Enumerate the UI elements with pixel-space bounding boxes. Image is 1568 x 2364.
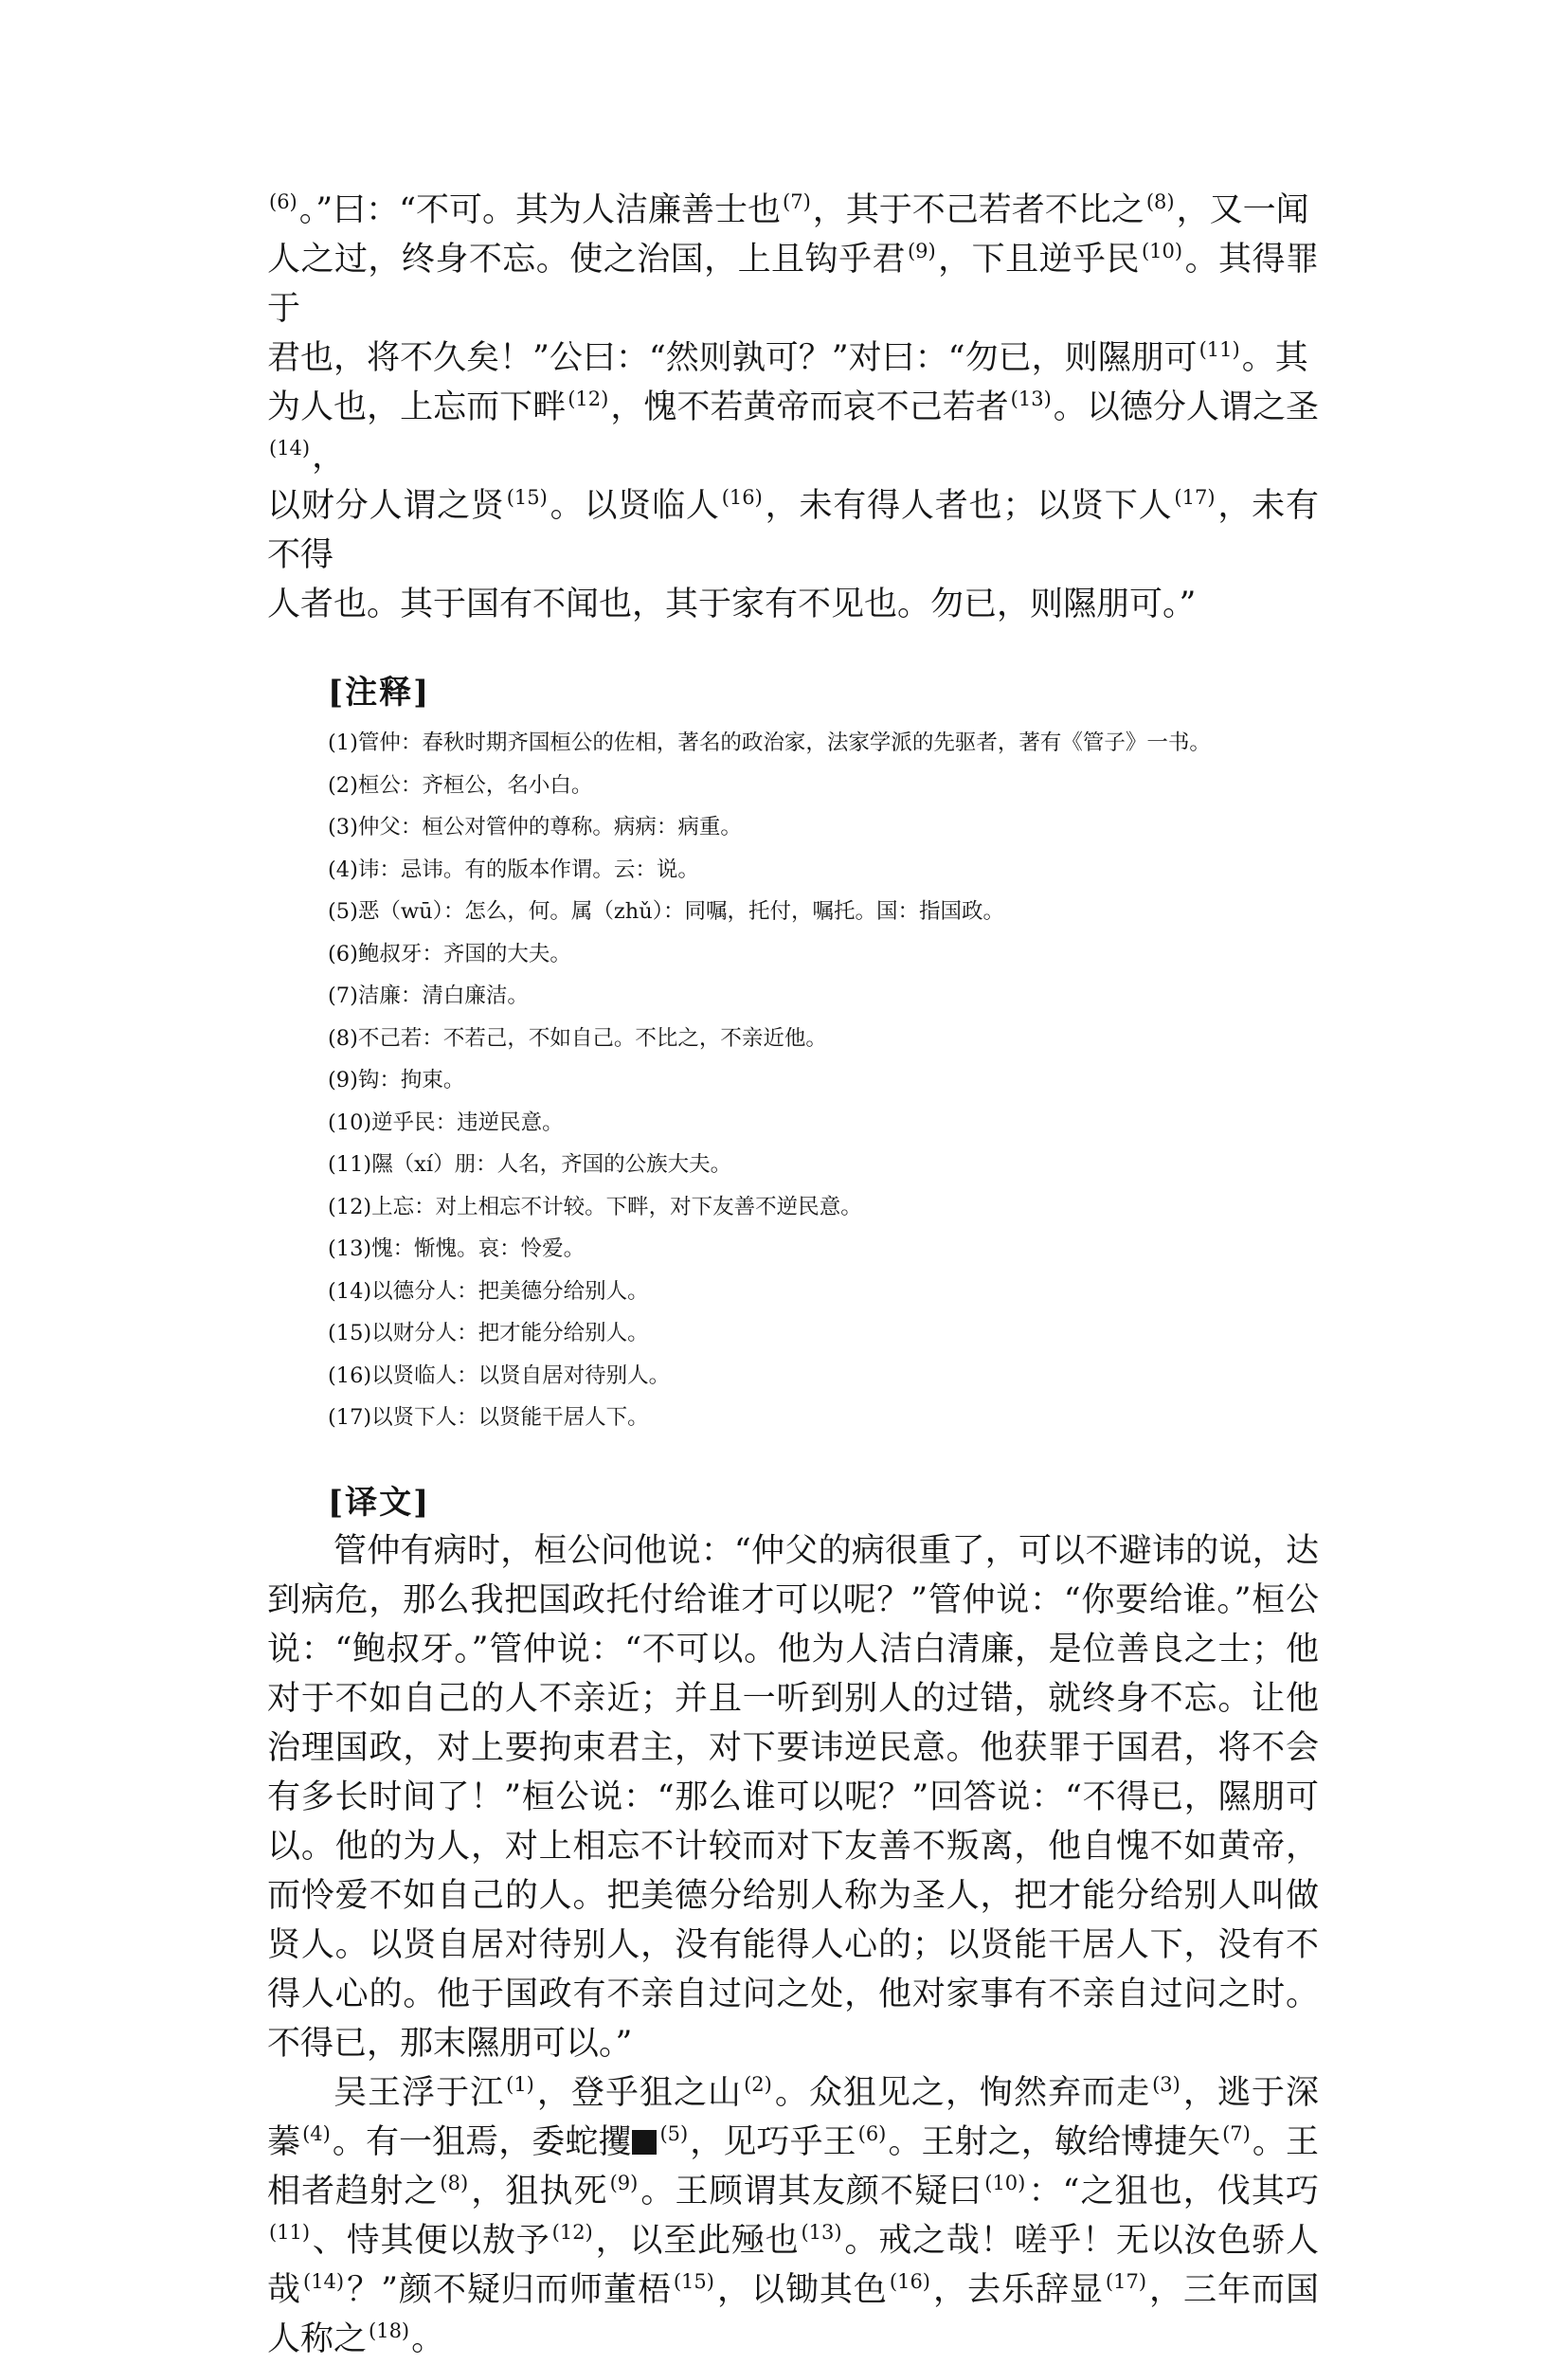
text-run: 。以德分人谓之圣 xyxy=(1053,388,1319,426)
text-run: ，去乐辞显 xyxy=(932,2270,1104,2309)
main-line-5 xyxy=(267,481,1319,580)
text-run: 吴王浮于江 xyxy=(333,2073,505,2112)
footnote-ref: (18) xyxy=(369,2319,410,2342)
note-item: (4)讳：忌讳。有的版本作谓。云：说。 xyxy=(328,857,699,882)
text-run: ，见巧乎王 xyxy=(690,2122,856,2161)
note-item: (16)以贤临人：以贤自居对待别人。 xyxy=(328,1362,671,1388)
note-item: (10)逆乎民：违逆民意。 xyxy=(328,1110,564,1135)
text-run: 。以贤临人 xyxy=(549,487,720,525)
notes-list xyxy=(267,722,1319,1439)
text-run: 。众狙见之，恂然弃而走 xyxy=(773,2073,1151,2112)
text-run: ，未有不得 xyxy=(267,487,1319,574)
footnote-ref: (14) xyxy=(269,437,311,460)
footnote-ref: (9) xyxy=(907,240,936,262)
footnote-ref: (12) xyxy=(568,388,609,410)
note-item: (1)管仲：春秋时期齐国桓公的佐相，著名的政治家，法家学派的先驱者，著有《管子》一书。 xyxy=(328,731,1211,755)
text-run: 。 xyxy=(411,2319,445,2358)
note-item: (9)钩：拘束。 xyxy=(328,1068,465,1092)
note-item: (7)洁廉：清白廉洁。 xyxy=(328,983,529,1008)
text-run: 。王顾谓其友颜不疑曰 xyxy=(640,2172,983,2211)
text-run: ，又一闻 xyxy=(1176,191,1309,229)
footnote-ref: (12) xyxy=(551,2220,593,2244)
text-run: ，愧不若黄帝而哀不己若者 xyxy=(610,388,1009,426)
note-item: (2)桓公：齐桓公，名小白。 xyxy=(328,772,593,798)
text-run: 。戒之哉！嗟乎！无以汝色骄人哉 xyxy=(267,2221,1319,2309)
note-item: (8)不己若：不若己，不如自己。不比之，不亲近他。 xyxy=(328,1025,827,1051)
footnote-ref: (8) xyxy=(440,2171,469,2194)
text-run: ，以锄其色 xyxy=(715,2270,888,2309)
footnote-ref: (17) xyxy=(1174,486,1216,509)
footnote-ref: (15) xyxy=(673,2269,714,2293)
footnote-ref: (11) xyxy=(269,2220,311,2244)
footnote-ref: (13) xyxy=(1010,388,1052,410)
footnote-ref: (16) xyxy=(889,2269,930,2293)
text-run: ，其于不己若者不比之 xyxy=(812,191,1144,229)
document-page xyxy=(267,186,1319,2364)
note-item: (6)鲍叔牙：齐国的大夫。 xyxy=(328,941,571,966)
footnote-ref: (17) xyxy=(1105,2269,1147,2293)
footnote-ref: (3) xyxy=(1152,2072,1181,2096)
text-run: ，狙执死 xyxy=(470,2172,608,2211)
footnote-ref: (2) xyxy=(744,2072,772,2096)
text-run: ，三年而国人称之 xyxy=(267,2270,1319,2358)
text-run: 、恃其便以敖予 xyxy=(312,2221,550,2260)
text-run: ， xyxy=(312,438,346,476)
text-run: 。其 xyxy=(1241,339,1308,377)
footnote-ref: (10) xyxy=(984,2171,1026,2194)
text-run: 。王射之，敏给博捷矢 xyxy=(888,2122,1221,2161)
footnote-ref: (10) xyxy=(1141,240,1183,262)
footnote-ref: (7) xyxy=(783,190,811,213)
footnote-ref: (6) xyxy=(269,190,297,213)
main-text xyxy=(267,186,1319,629)
translation-paragraph: 管仲有病时，桓公问他说：“仲父的病很重了，可以不避讳的说，达到病危，那么我把国政托付给谁才可以呢？”管仲说：“你要给谁。”桓公说：“鲍叔牙。”管仲说：“不可以。他为人洁白清廉，是位善良之士；他对于不如自己的人不亲近；并且一听到别人的过错，就终身不忘。让他治理国政，对上要拘束君主，对下要讳逆民意。他获罪于国君，将不会有多长时间了！”桓公说：“那么谁可以呢？”回答说：“不得已，隰朋可以。他的为人，对上相忘不计较而对下友善不叛离，他自愧不如黄帝，而怜爱不如自己的人。把美德分给别人称为圣人，把才能分给别人叫做贤人。以贤自居对待别人，没有能得人心的；以贤能干居人下，没有不得人心的。他于国政有不亲自过问之处，他对家事有不亲自过问之时。不得已，那末隰朋可以。” xyxy=(267,1531,1319,2063)
footnote-ref: (7) xyxy=(1222,2121,1251,2145)
note-item: (17)以贤下人：以贤能干居人下。 xyxy=(328,1405,649,1430)
text-run: ，未有得人者也；以贤下人 xyxy=(764,487,1173,525)
text-run: ：“之狙也，伐其巧 xyxy=(1027,2172,1319,2211)
text-run: ，登乎狙之山 xyxy=(535,2073,743,2112)
missing-glyph-square xyxy=(632,2130,657,2155)
footnote-ref: (16) xyxy=(721,486,763,509)
story-paragraph xyxy=(267,2068,1319,2364)
footnote-ref: (6) xyxy=(857,2121,887,2145)
footnote-ref: (5) xyxy=(659,2121,689,2145)
main-line-3 xyxy=(267,334,1319,383)
text-run: ，以至此殛也 xyxy=(594,2221,800,2260)
text-run: 为人也，上忘而下畔 xyxy=(267,388,567,426)
note-item: (5)恶（wū）：怎么，何。属（zhǔ）：同嘱，托付，嘱托。国：指国政。 xyxy=(328,899,1004,924)
main-line-4 xyxy=(267,383,1319,481)
text-run: ，逃于深蓁 xyxy=(267,2073,1319,2161)
main-line-1 xyxy=(267,186,1319,235)
text-run: ？”颜不疑归而师董梧 xyxy=(346,2270,672,2309)
text-run: 人之过，终身不忘。使之治国，上且钩乎君 xyxy=(267,241,906,279)
text-run: 以财分人谓之贤 xyxy=(267,487,505,525)
translation-heading: [译文] xyxy=(328,1483,431,1522)
footnote-ref: (11) xyxy=(1199,338,1240,361)
note-item: (11)隰（xí）朋：人名，齐国的公族大夫。 xyxy=(328,1152,732,1177)
main-line-2 xyxy=(267,235,1319,334)
footnote-ref: (4) xyxy=(302,2121,331,2145)
text-run: 。其得罪于 xyxy=(267,241,1319,328)
text-run: 君也，将不久矣！”公曰：“然则孰可？”对曰：“勿已，则隰朋可 xyxy=(267,339,1198,377)
text-run: 。有一狙焉，委蛇攫 xyxy=(332,2122,632,2161)
text-run: 人者也。其于国有不闻也，其于家有不见也。勿已，则隰朋可。” xyxy=(267,586,1197,623)
note-item: (15)以财分人：把才能分给别人。 xyxy=(328,1321,649,1345)
note-item: (12)上忘：对上相忘不计较。下畔，对下友善不逆民意。 xyxy=(328,1194,862,1219)
note-item: (13)愧：惭愧。哀：怜爱。 xyxy=(328,1236,586,1261)
text-run: ，下且逆乎民 xyxy=(937,241,1140,279)
footnote-ref: (14) xyxy=(303,2269,345,2293)
footnote-ref: (13) xyxy=(801,2220,842,2244)
footnote-ref: (8) xyxy=(1145,190,1175,213)
footnote-ref: (9) xyxy=(609,2171,639,2194)
note-item: (3)仲父：桓公对管仲的尊称。病病：病重。 xyxy=(328,815,742,839)
main-line-6 xyxy=(267,580,1319,629)
footnote-ref: (1) xyxy=(506,2072,534,2096)
note-item: (14)以德分人：把美德分给别人。 xyxy=(328,1278,649,1304)
notes-heading: [注释] xyxy=(328,674,431,712)
text-run: 。王相者趋射之 xyxy=(267,2122,1319,2211)
text-run: 。”曰：“不可。其为人洁廉善士也 xyxy=(298,191,782,229)
footnote-ref: (15) xyxy=(506,486,548,509)
